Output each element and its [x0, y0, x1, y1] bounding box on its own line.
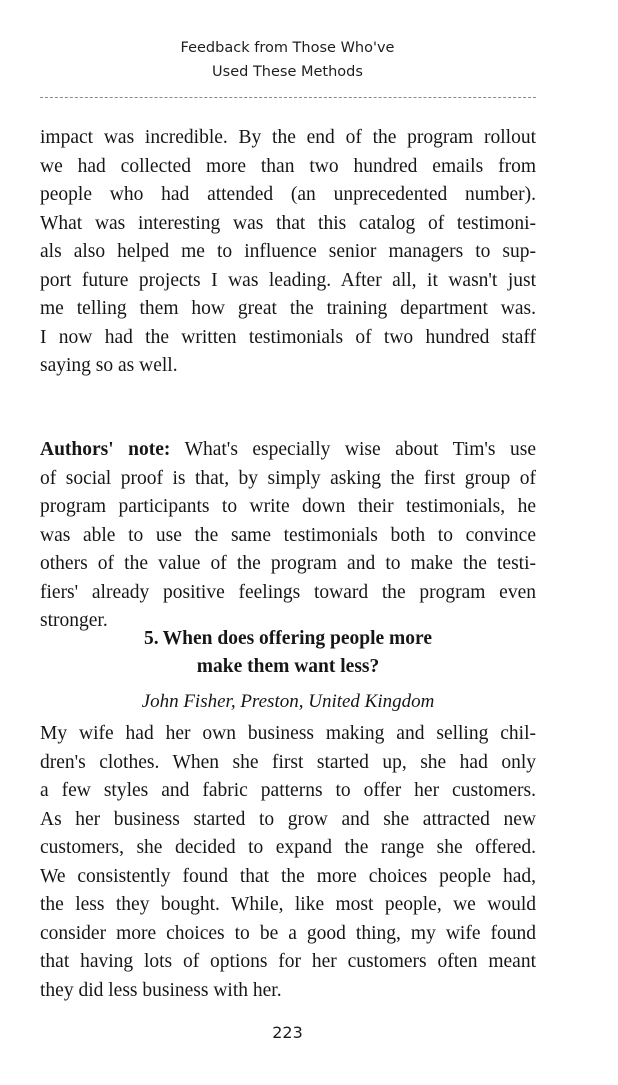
text-line: they did less business with her. [40, 979, 282, 1001]
text-line: a few styles and fabric patterns to offer her customers. [40, 780, 536, 801]
text-line: people who had attended (an unprecedented number). [40, 184, 536, 205]
paragraph-authors-note [40, 436, 536, 636]
paragraph-story [40, 720, 536, 1005]
running-head-line-2: Used These Methods [212, 64, 363, 80]
running-head-line-1: Feedback from Those Who've [180, 40, 395, 56]
paragraph-testimonial-continued [40, 124, 536, 381]
authors-note-label: Authors' note: [40, 439, 171, 460]
text-line: we had collected more than two hundred emails from [40, 155, 536, 177]
text-line: As her business started to grow and she attracted new [40, 808, 536, 830]
text-line: What was interesting was that this catalog of testimoni- [40, 212, 536, 234]
text-line: others of the value of the program and to make the testi- [40, 553, 536, 574]
text-line: port future projects I was leading. After all, it wasn't just [40, 269, 536, 291]
authors-note-first-line [40, 436, 536, 465]
text-line: of social proof is that, by simply asking the first group of [40, 467, 536, 489]
text-line: impact was incredible. By the end of the program rollout [40, 127, 536, 148]
page-number: 223 [272, 1023, 303, 1042]
text-line: program participants to write down their testimonials, he [40, 496, 536, 517]
text-line: My wife had her own business making and selling chil- [40, 723, 536, 744]
header-rule [40, 97, 536, 98]
section-title-line-2: make them want less? [196, 656, 380, 677]
section-number: 5. [144, 628, 159, 649]
section-heading-line-1 [40, 625, 536, 653]
authors-note-line-1-text: What's especially wise about Tim's use [170, 439, 536, 460]
text-line: dren's clothes. When she first started up, she had only [40, 751, 536, 773]
text-line: als also helped me to influence senior managers to sup- [40, 241, 536, 262]
text-line: the less they bought. While, like most people, we would [40, 894, 536, 915]
text-line: me telling them how great the training department was. [40, 298, 536, 319]
text-line: customers, she decided to expand the range she offered. [40, 837, 536, 858]
text-line: fiers' already positive feelings toward the program even [40, 581, 536, 603]
section-title-line-1: When does offering people more [162, 628, 432, 649]
text-line: that having lots of options for her customers often meant [40, 951, 536, 972]
running-head [0, 36, 575, 84]
text-line: stronger. [40, 610, 108, 631]
text-line: was able to use the same testimonials both to convince [40, 524, 536, 546]
section-byline: John Fisher, Preston, United Kingdom [141, 691, 435, 712]
text-line: We consistently found that the more choices people had, [40, 865, 536, 887]
text-line: saying so as well. [40, 355, 178, 376]
text-line: I now had the written testimonials of two hundred staff [40, 326, 536, 348]
section-heading [40, 625, 536, 681]
text-line: consider more choices to be a good thing, my wife found [40, 922, 536, 944]
